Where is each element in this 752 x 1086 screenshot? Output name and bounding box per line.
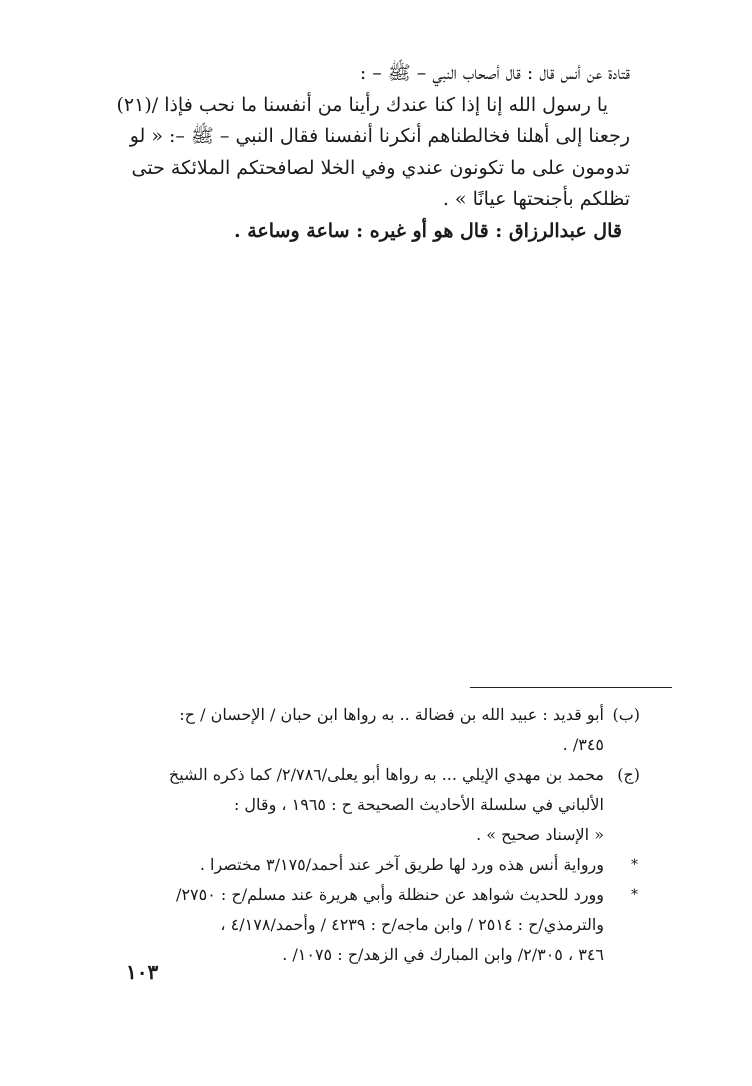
footnote-line: وورد للحديث شواهد عن حنظلة وأبي هريرة عند مسلم/ح : ٢٧٥٠/: [176, 885, 604, 904]
footnotes: [130, 700, 640, 970]
text-line: تدومون على ما تكونون عندي وفي الخلا لصافحتكم الملائكة حتى: [131, 156, 630, 179]
footnote-line: أبو قديد : عبيد الله بن فضالة .. به رواها ابن حبان / الإحسان / ح:: [179, 705, 604, 724]
footnote-line: الألباني في سلسلة الأحاديث الصحيحة ح : ١٩٦٥ ، وقال :: [233, 795, 604, 814]
hadith-text: [116, 58, 630, 248]
footnote: [130, 880, 640, 970]
footnote: [130, 760, 640, 850]
footnote-line: ورواية أنس هذه ورد لها طريق آخر عند أحمد/٣/١٧٥ مختصرا .: [199, 855, 604, 874]
footnote-bullet: *: [631, 887, 638, 903]
footnote-line: ٣٤٥/ .: [562, 735, 604, 754]
footnote: [130, 850, 640, 880]
footnote-divider: [470, 687, 672, 688]
text-line: قتادة عن أنس قال : قال أصحاب النبي – ﷺ – :: [359, 62, 630, 84]
page-number: ١٠٣: [126, 960, 159, 984]
footnote-bullet: *: [631, 857, 638, 873]
footnote-marker: (ج): [617, 765, 640, 784]
text-line: تظلكم بأجنحتها عيانًا » .: [442, 188, 630, 211]
footnote-line: « الإسناد صحيح » .: [476, 825, 604, 844]
text-line: رجعنا إلى أهلنا فخالطناهم أنكرنا أنفسنا فقال النبي – ﷺ –: « لو: [129, 125, 630, 148]
footnote-line: محمد بن مهدي الإيلي ... به رواها أبو يعلى/٢/٧٨٦/ كما ذكره الشيخ: [168, 765, 604, 784]
footnote: [130, 700, 640, 760]
text-line: يا رسول الله إنا إذا كنا عندك رأينا من أنفسنا ما نحب فإذا /(٢١): [116, 93, 608, 116]
footnote-marker: (ب): [612, 705, 640, 724]
text-line: قال عبدالرزاق : قال هو أو غيره : ساعة وساعة .: [234, 219, 622, 242]
footnote-line: ٣٤٦ ، ٢/٣٠٥/ وابن المبارك في الزهد/ح : ١٠٧٥/ .: [282, 945, 604, 964]
footnote-line: والترمذي/ح : ٢٥١٤ / وابن ماجه/ح : ٤٢٣٩ / وأحمد/٤/١٧٨ ،: [220, 915, 604, 934]
